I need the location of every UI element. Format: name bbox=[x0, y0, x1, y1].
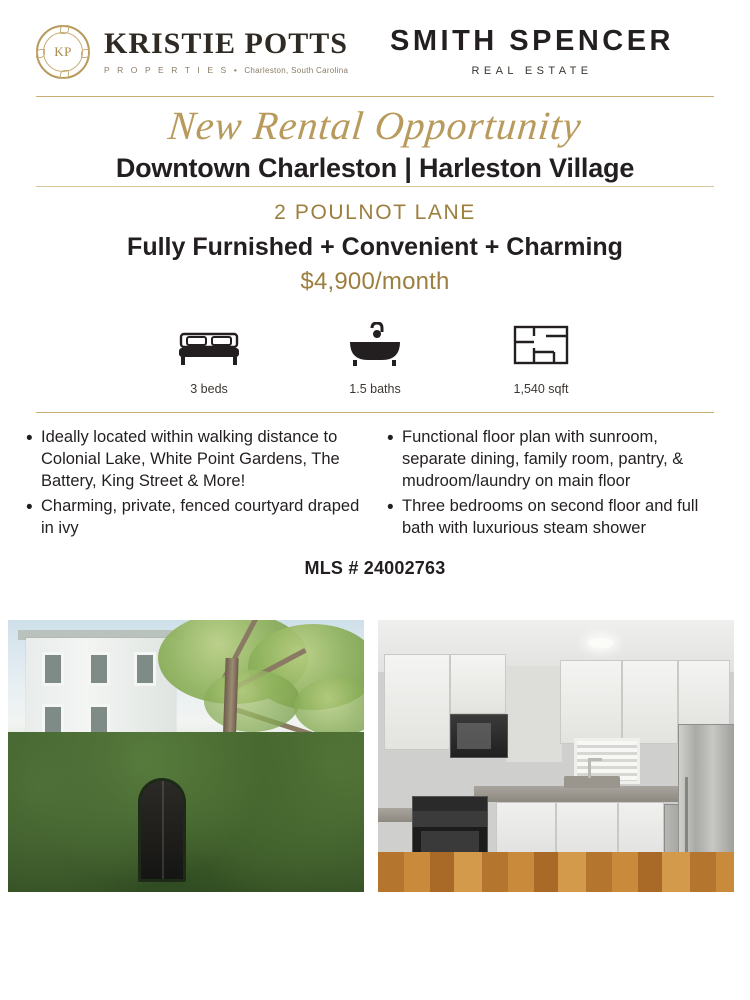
spec-sqft bbox=[486, 320, 596, 396]
floorplan-icon bbox=[486, 320, 596, 368]
features-section bbox=[0, 413, 750, 544]
kp-monogram: KP bbox=[54, 44, 72, 59]
headline-location: Downtown Charleston | Harleston Village bbox=[115, 153, 635, 183]
mls-number: MLS # 24002763 bbox=[304, 557, 446, 578]
kristie-potts-name: KRISTIE POTTS bbox=[104, 27, 348, 60]
list-item: • Functional floor plan with sunroom, separate dining, family room, pantry, & mudroom/laundry on main floor bbox=[385, 427, 726, 492]
bathtub-icon bbox=[320, 320, 430, 368]
list-item: • Charming, private, fenced courtyard draped in ivy bbox=[24, 496, 365, 540]
kristie-potts-wordmark bbox=[104, 29, 348, 75]
headline-script: New Rental Opportunity bbox=[166, 103, 584, 148]
specs-row bbox=[0, 320, 750, 396]
smith-spencer-name: SMITH SPENCER bbox=[390, 25, 674, 57]
spec-sqft-label: 1,540 sqft bbox=[513, 382, 569, 396]
spec-beds-label: 3 beds bbox=[190, 382, 228, 396]
kristie-potts-subtitle bbox=[104, 65, 348, 75]
list-item: • Three bedrooms on second floor and full bath with luxurious steam shower bbox=[385, 496, 726, 540]
features-right-column bbox=[379, 427, 732, 544]
smith-spencer-logo bbox=[390, 27, 714, 77]
list-item: • Ideally located within walking distance to Colonial Lake, White Point Gardens, The Battery, King Street & More! bbox=[24, 427, 365, 492]
kitchen-photo bbox=[378, 620, 734, 892]
photo-row bbox=[8, 620, 742, 892]
logo-separator: • bbox=[233, 65, 240, 75]
logo-city: Charleston, South Carolina bbox=[244, 66, 349, 75]
properties-word: P R O P E R T I E S bbox=[104, 65, 229, 75]
features-left-column bbox=[18, 427, 371, 544]
headline-block bbox=[0, 97, 750, 186]
exterior-courtyard-photo bbox=[8, 620, 364, 892]
listing-block bbox=[0, 187, 750, 296]
listing-price: $4,900/month bbox=[300, 268, 450, 295]
kristie-potts-logo bbox=[36, 25, 348, 79]
spec-baths bbox=[320, 320, 430, 396]
bed-icon bbox=[154, 320, 264, 368]
courtyard-gate bbox=[138, 778, 186, 882]
smith-spencer-subtitle: REAL ESTATE bbox=[471, 65, 593, 77]
kp-medallion-icon bbox=[36, 25, 90, 79]
listing-tagline: Fully Furnished + Convenient + Charming bbox=[127, 233, 623, 261]
spec-beds bbox=[154, 320, 264, 396]
header bbox=[0, 0, 750, 96]
spec-baths-label: 1.5 baths bbox=[349, 382, 401, 396]
street-address: 2 POULNOT LANE bbox=[274, 201, 476, 224]
